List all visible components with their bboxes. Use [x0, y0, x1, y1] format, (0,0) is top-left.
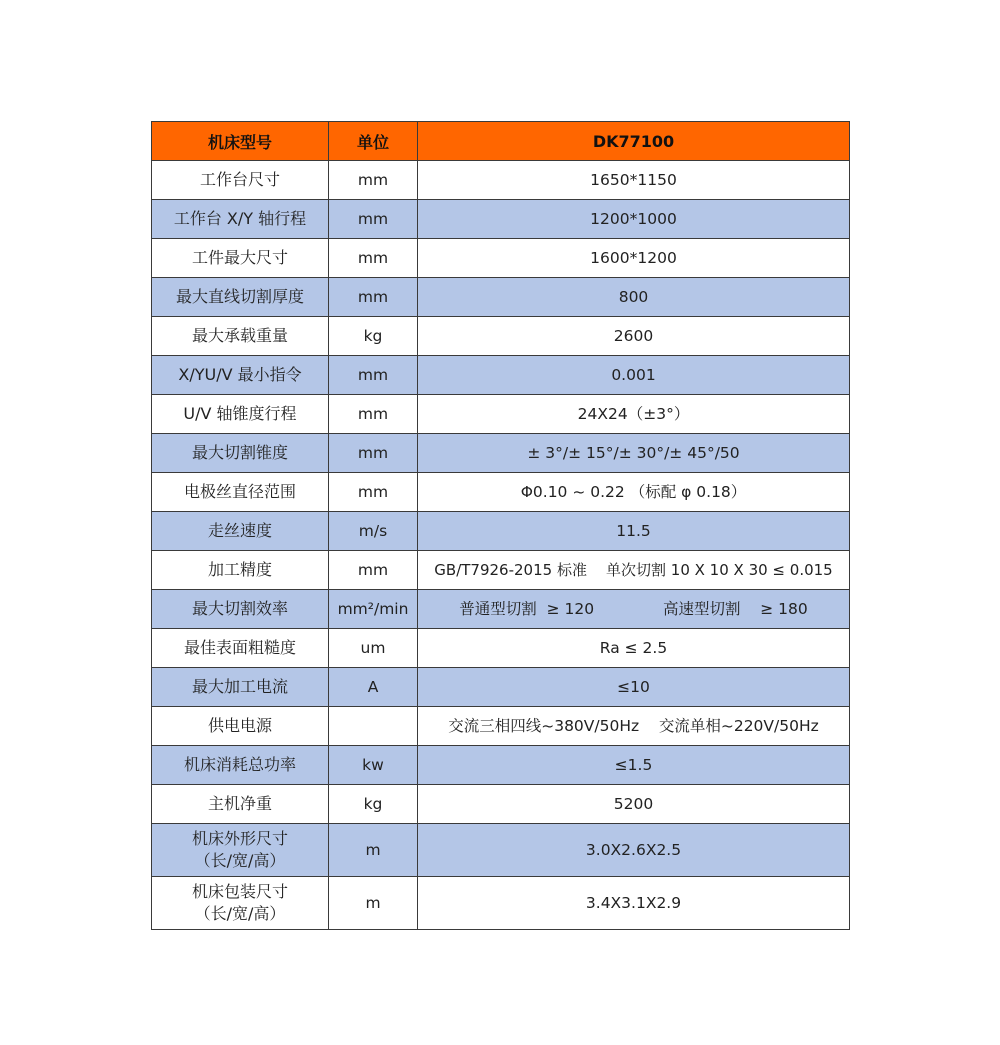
row-value: 1600*1200 [418, 239, 850, 278]
table-row [152, 278, 850, 317]
row-value: GB/T7926-2015 标准 单次切割 10 X 10 X 30 ≤ 0.015 [418, 551, 850, 590]
row-name: X/YU/V 最小指令 [152, 356, 329, 395]
row-name-line2: （长/宽/高） [194, 904, 286, 923]
row-value: 2600 [418, 317, 850, 356]
row-name: 电极丝直径范围 [152, 473, 329, 512]
row-unit: mm [329, 161, 418, 200]
row-unit: mm [329, 473, 418, 512]
row-name: 最大加工电流 [152, 668, 329, 707]
row-name: 走丝速度 [152, 512, 329, 551]
row-unit: um [329, 629, 418, 668]
table-row [152, 200, 850, 239]
row-name: 最大承载重量 [152, 317, 329, 356]
row-name-line2: （长/宽/高） [194, 851, 286, 870]
table-header-row [152, 122, 850, 161]
row-value: ± 3°/± 15°/± 30°/± 45°/50 [418, 434, 850, 473]
row-unit: mm [329, 434, 418, 473]
row-name: 工件最大尺寸 [152, 239, 329, 278]
header-model-label: 机床型号 [152, 122, 329, 161]
row-unit: m [329, 824, 418, 877]
table-row [152, 239, 850, 278]
row-name [152, 824, 329, 877]
row-unit: m/s [329, 512, 418, 551]
row-unit: kg [329, 317, 418, 356]
row-name [152, 877, 329, 930]
table-row [152, 785, 850, 824]
table-row [152, 512, 850, 551]
row-value: 24X24（±3°） [418, 395, 850, 434]
row-value: 交流三相四线~380V/50Hz 交流单相~220V/50Hz [418, 707, 850, 746]
row-name: 机床消耗总功率 [152, 746, 329, 785]
row-unit: A [329, 668, 418, 707]
row-unit: mm [329, 395, 418, 434]
table-row [152, 877, 850, 930]
table-row [152, 590, 850, 629]
row-value: Ra ≤ 2.5 [418, 629, 850, 668]
row-value: ≤1.5 [418, 746, 850, 785]
table-row [152, 707, 850, 746]
row-name-line1: 机床外形尺寸 [191, 829, 288, 848]
row-name: 工作台尺寸 [152, 161, 329, 200]
row-unit: mm²/min [329, 590, 418, 629]
row-name-line1: 机床包装尺寸 [191, 882, 288, 901]
spec-table [151, 121, 850, 930]
row-value: Φ0.10 ~ 0.22 （标配 φ 0.18） [418, 473, 850, 512]
row-unit: kg [329, 785, 418, 824]
row-name: 最大切割效率 [152, 590, 329, 629]
row-unit [329, 707, 418, 746]
row-unit: mm [329, 239, 418, 278]
row-value: 1650*1150 [418, 161, 850, 200]
row-unit: mm [329, 356, 418, 395]
row-value: 3.0X2.6X2.5 [418, 824, 850, 877]
table-row [152, 395, 850, 434]
row-name: 最佳表面粗糙度 [152, 629, 329, 668]
row-unit: mm [329, 278, 418, 317]
table-row [152, 746, 850, 785]
table-row [152, 434, 850, 473]
row-unit: mm [329, 200, 418, 239]
row-name: 主机净重 [152, 785, 329, 824]
row-name: U/V 轴锥度行程 [152, 395, 329, 434]
header-unit-label: 单位 [329, 122, 418, 161]
row-name: 工作台 X/Y 轴行程 [152, 200, 329, 239]
header-model-value: DK77100 [418, 122, 850, 161]
table-row [152, 824, 850, 877]
table-row [152, 356, 850, 395]
row-value: 3.4X3.1X2.9 [418, 877, 850, 930]
row-value: 0.001 [418, 356, 850, 395]
row-name: 最大直线切割厚度 [152, 278, 329, 317]
row-name: 加工精度 [152, 551, 329, 590]
row-value: 800 [418, 278, 850, 317]
row-unit: m [329, 877, 418, 930]
table-row [152, 668, 850, 707]
row-name: 最大切割锥度 [152, 434, 329, 473]
table-row [152, 473, 850, 512]
table-row [152, 629, 850, 668]
row-value: 5200 [418, 785, 850, 824]
row-value: 11.5 [418, 512, 850, 551]
row-value: ≤10 [418, 668, 850, 707]
table-row [152, 161, 850, 200]
row-unit: mm [329, 551, 418, 590]
row-name: 供电电源 [152, 707, 329, 746]
row-value: 1200*1000 [418, 200, 850, 239]
table-row [152, 551, 850, 590]
table-row [152, 317, 850, 356]
row-unit: kw [329, 746, 418, 785]
row-value: 普通型切割 ≥ 120 高速型切割 ≥ 180 [418, 590, 850, 629]
